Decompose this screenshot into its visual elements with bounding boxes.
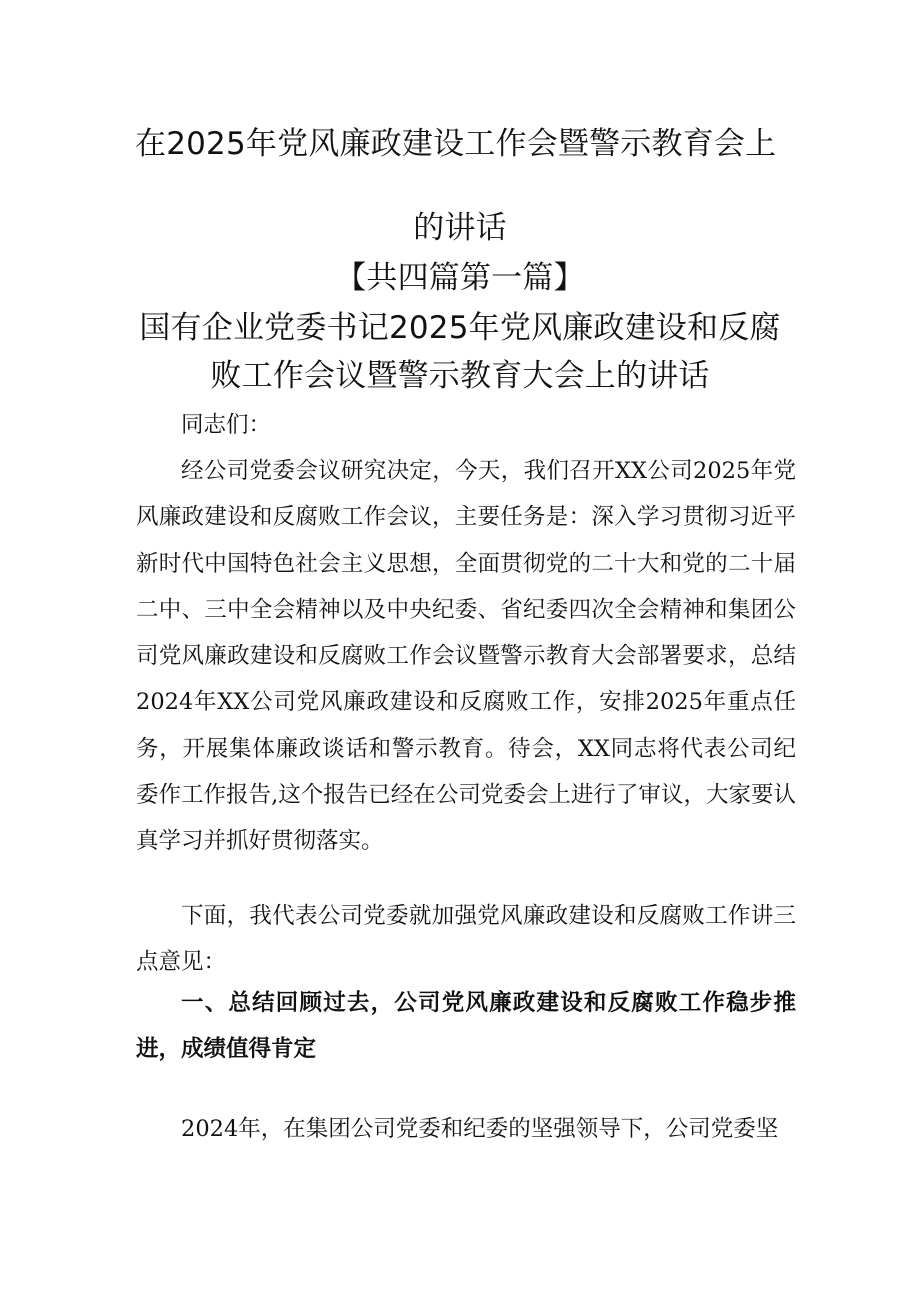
salutation: 同志们： [181,412,272,438]
section-heading-1: 一、总结回顾过去，公司党风廉政建设和反腐败工作稳步推进，成绩值得肯定 [136,990,796,1063]
paragraph-intro: 经公司党委会议研究决定，今天，我们召开XX公司2025年党风廉政建设和反腐败工作会议，主要任务是：深入学习贯彻习近平新时代中国特色社会主义思想，全面贯彻党的二十大和党的二十届二中、三中全会精神以及中央纪委、省纪委四次全会精神和集团公司党风廉政建设和反腐败工作会议暨警示教育大会部署要求，总结2024年XX公司党风廉政建设和反腐败工作，安排2025年重点任务，开展集体廉政谈话和警示教育。待会，XX同志将代表公司纪委作工作报告,这个报告已经在公司党委会上进行了审议，大家要认真学习并抓好贯彻落实。 [136,458,796,855]
paragraph-section1-start: 2024年，在集团公司党委和纪委的坚强领导下，公司党委坚 [181,1116,779,1142]
paragraph-outline: 下面，我代表公司党委就加强党风廉政建设和反腐败工作讲三点意见： [136,903,796,976]
series-label: 【共四篇第一篇】 [335,260,585,296]
title-line-2: 的讲话 [413,210,507,246]
subtitle-line-1: 国有企业党委书记2025年党风廉政建设和反腐 [139,310,781,346]
subtitle-line-2: 败工作会议暨警示教育大会上的讲话 [210,358,710,394]
title-line-1: 在2025年党风廉政建设工作会暨警示教育会上 [135,126,777,162]
